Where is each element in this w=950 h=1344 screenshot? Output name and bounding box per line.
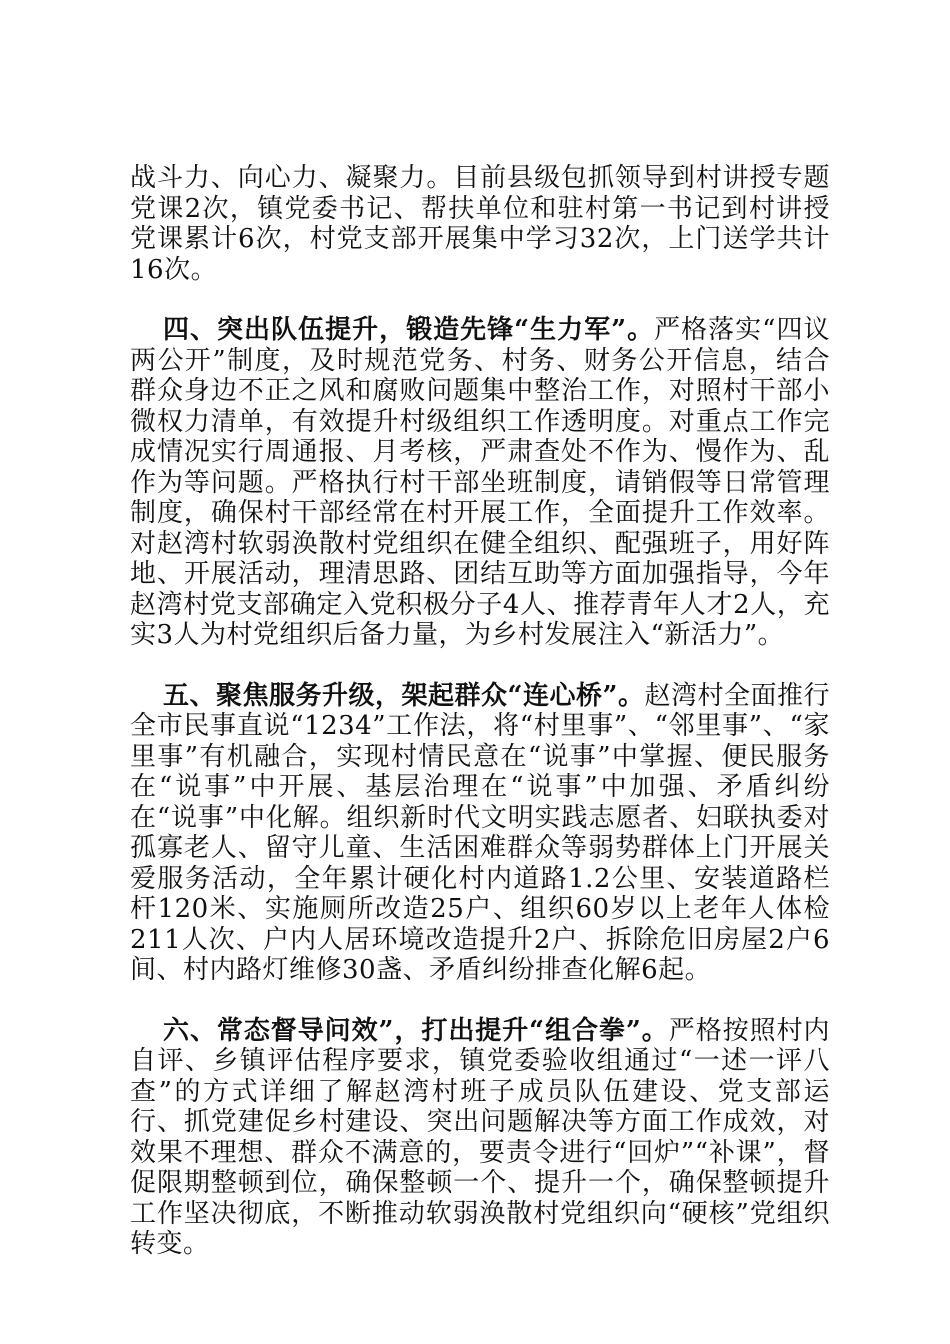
paragraph-gap <box>130 285 830 315</box>
paragraph-text: 战斗力、向心力、凝聚力。目前县级包抓领导到村讲授专题党课2次，镇党委书记、帮扶单位和驻村第一书记到村讲授党课累计6次，村党支部开展集中学习32次，上门送学共计16次。 <box>130 163 830 285</box>
paragraph-gap <box>130 651 830 681</box>
paragraph-gap <box>130 986 830 1016</box>
section-heading: 六、常态督导问效”，打出提升“组合拳”。 <box>163 1015 669 1046</box>
paragraph-text: 严格按照村内自评、乡镇评估程序要求，镇党委验收组通过“一述一评八查”的方式详细了解赵湾村班子成员队伍建设、党支部运行、抓党建促乡村建设、突出问题解决等方面工作成效，对效果不理想、群众不满意的，要责令进行“回炉”“补课”，督促限期整顿到位，确保整顿一个、提升一个，确保整顿提升工作坚决彻底，不断推动软弱涣散村党组织向“硬核”党组织转变。 <box>130 1015 830 1259</box>
paragraph-text: 赵湾村全面推行全市民事直说“1234”工作法，将“村里事”、“邻里事”、“家里事”有机融合，实现村情民意在“说事”中掌握、便民服务在“说事”中开展、基层治理在“说事”中加强、矛盾纠纷在“说事”中化解。组织新时代文明实践志愿者、妇联执委对孤寡老人、留守儿童、生活困难群众等弱势群体上门开展关爱服务活动，全年累计硬化村内道路1.2公里、安装道路栏杆120米、实施厕所改造25户、组织60岁以上老年人体检211人次、户内人居环境改造提升2户、拆除危旧房屋2户6间、村内路灯维修30盏、矛盾纠纷排查化解6起。 <box>130 680 830 985</box>
document-page <box>130 163 830 1260</box>
paragraph-section-five <box>130 681 830 986</box>
paragraph-section-four <box>130 315 830 651</box>
paragraph-continuation <box>130 163 830 285</box>
section-heading: 五、聚焦服务升级，架起群众“连心桥”。 <box>163 680 645 711</box>
paragraph-section-six <box>130 1016 830 1260</box>
paragraph-text: 严格落实“四议两公开”制度，及时规范党务、村务、财务公开信息，结合群众身边不正之风和腐败问题集中整治工作，对照村干部小微权力清单，有效提升村级组织工作透明度。对重点工作完成情况实行周通报、月考核，严肃查处不作为、慢作为、乱作为等问题。严格执行村干部坐班制度，请销假等日常管理制度，确保村干部经常在村开展工作，全面提升工作效率。对赵湾村软弱涣散村党组织在健全组织、配强班子，用好阵地、开展活动，理清思路、团结互助等方面加强指导，今年赵湾村党支部确定入党积极分子4人、推荐青年人才2人，充实3人为村党组织后备力量，为乡村发展注入“新活力”。 <box>130 315 830 650</box>
section-heading: 四、突出队伍提升，锻造先锋“生力军”。 <box>163 315 655 345</box>
